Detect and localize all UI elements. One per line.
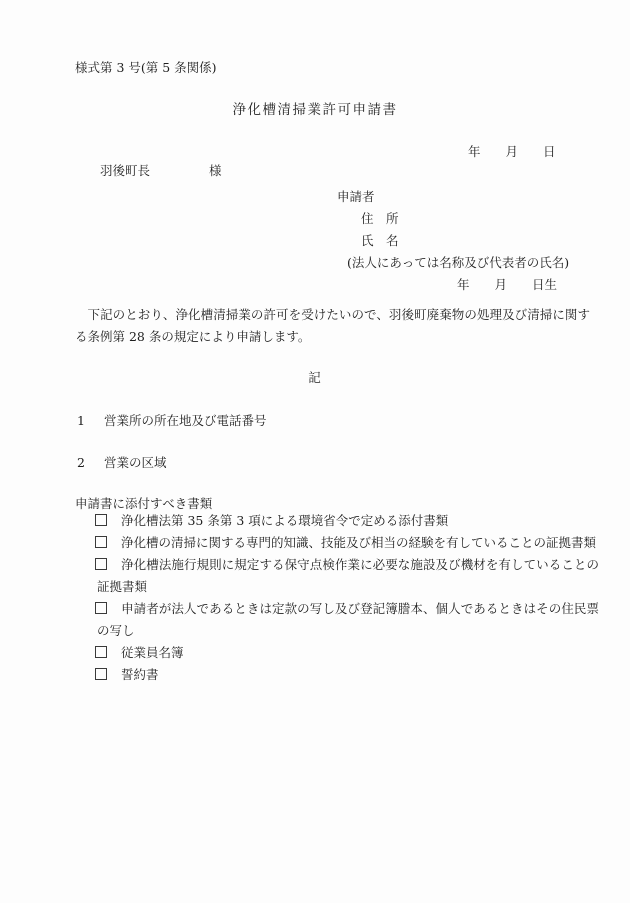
attachment-item-label: 浄化槽の清掃に関する専門的知識、技能及び相当の経験を有していることの証拠書類	[121, 535, 597, 550]
attachment-item-label: 浄化槽法施行規則に規定する保守点検作業に必要な施設及び機材を有していることの証拠書類	[97, 557, 599, 594]
checkbox-icon	[95, 536, 107, 548]
checkbox-icon	[95, 558, 107, 570]
record-heading: 記	[308, 370, 322, 385]
date-line: 年 月 日	[468, 144, 556, 159]
attachment-item	[93, 664, 599, 686]
checkbox-icon	[95, 668, 107, 680]
checkbox-icon	[95, 514, 107, 526]
applicant-corporate-note: (法人にあっては名称及び代表者の氏名)	[347, 255, 570, 270]
attachment-item	[93, 554, 599, 598]
attachments-list	[93, 510, 599, 686]
page-title: 浄化槽清掃業許可申請書	[232, 102, 398, 118]
body-paragraph: 下記のとおり、浄化槽清掃業の許可を受けたいので、羽後町廃棄物の処理及び清掃に関する条例第 28 条の規定により申請します。	[75, 307, 590, 344]
attachment-item-label: 浄化槽法第 35 条第 3 項による環境省令で定める添付書類	[121, 513, 449, 528]
attachment-item-label: 申請者が法人であるときは定款の写し及び登記簿謄本、個人であるときはその住民票の写し	[97, 601, 599, 638]
checkbox-icon	[95, 646, 107, 658]
attachment-item	[93, 532, 599, 554]
numbered-item-1	[77, 410, 266, 432]
attachment-item-label: 従業員名簿	[121, 645, 184, 660]
attachment-item	[93, 598, 599, 642]
attachment-item	[93, 642, 599, 664]
applicant-address-label: 住 所	[361, 211, 399, 226]
addressee-line	[100, 160, 222, 182]
attachments-heading: 申請書に添付すべき書類	[75, 496, 213, 511]
attachment-item	[93, 510, 599, 532]
item-number: 2	[77, 455, 85, 470]
attachment-item-label: 誓約書	[121, 667, 159, 682]
applicant-block	[337, 186, 617, 296]
applicant-label: 申請者	[337, 189, 375, 204]
checkbox-icon	[95, 602, 107, 614]
addressee-honorific: 様	[209, 163, 222, 178]
addressee-name: 羽後町長	[100, 163, 151, 178]
applicant-name-label: 氏 名	[361, 233, 399, 248]
item-text: 営業の区域	[103, 455, 167, 470]
item-number: 1	[77, 413, 85, 428]
form-number: 様式第 3 号(第 5 条関係)	[75, 60, 217, 75]
applicant-birthdate-line: 年 月 日生	[457, 277, 558, 292]
item-text: 営業所の所在地及び電話番号	[103, 413, 267, 428]
numbered-item-2	[77, 452, 166, 474]
